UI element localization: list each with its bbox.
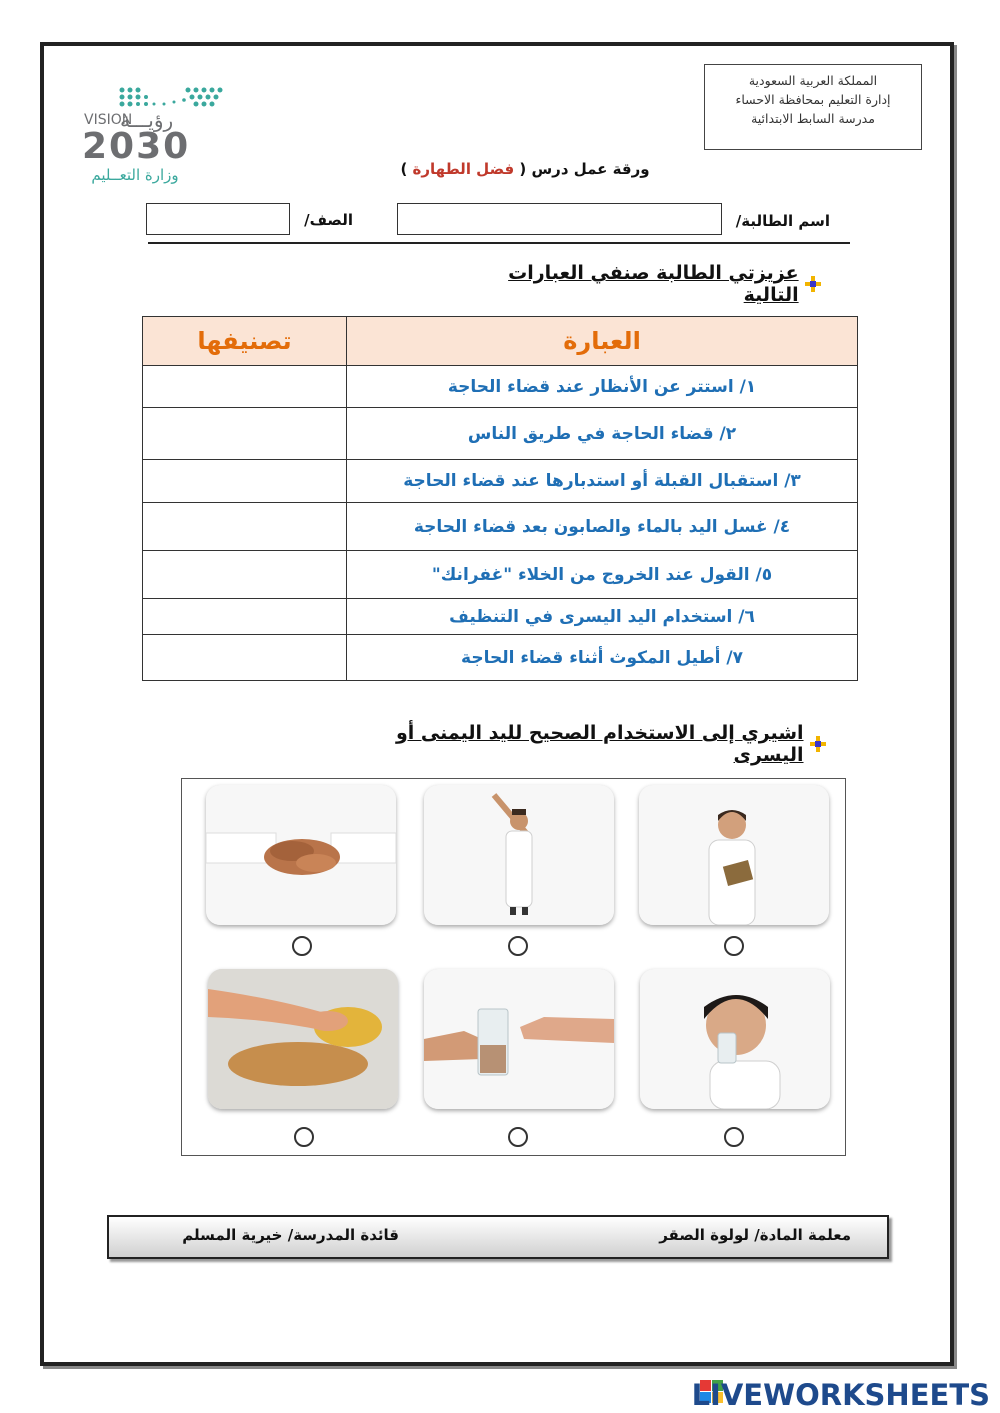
worksheet-title bbox=[380, 160, 670, 178]
statement-1: ١/ استتر عن الأنظار عند قضاء الحاجة bbox=[347, 366, 858, 408]
divider-line bbox=[148, 242, 850, 244]
section2-heading-row bbox=[335, 722, 825, 766]
title-topic: فضل الطهارة bbox=[412, 160, 515, 178]
page-frame bbox=[40, 42, 954, 1366]
radio-boy-drinking-water[interactable] bbox=[724, 1127, 744, 1147]
radio-handshake[interactable] bbox=[292, 936, 312, 956]
statement-4: ٤/ غسل اليد بالماء والصابون بعد قضاء الحاجة bbox=[347, 503, 858, 551]
hands-passing-glass-image bbox=[424, 969, 614, 1109]
answer-cell-4[interactable] bbox=[143, 503, 347, 551]
boy-drinking-water-image bbox=[640, 969, 830, 1109]
header-country: المملكة العربية السعودية bbox=[748, 73, 878, 88]
answer-cell-3[interactable] bbox=[143, 460, 347, 503]
principal-name: قائدة المدرسة/ خيرية المسلم bbox=[182, 1226, 399, 1244]
vision-en-text: VISION bbox=[84, 112, 133, 128]
class-input[interactable] bbox=[146, 203, 290, 235]
statement-5: ٥/ القول عند الخروج من الخلاء "غفرانك" bbox=[347, 551, 858, 599]
header-directorate: إدارة التعليم بمحافظة الاحساء bbox=[735, 92, 891, 107]
vision-year-text: 2030 bbox=[82, 126, 191, 167]
answer-cell-6[interactable] bbox=[143, 599, 347, 635]
ministry-text: وزارة التعــليم bbox=[91, 166, 179, 184]
title-suffix: ) bbox=[400, 160, 408, 178]
radio-boy-raising-hand[interactable] bbox=[508, 936, 528, 956]
col-class-header: تصنيفها bbox=[143, 317, 347, 366]
table-row bbox=[143, 460, 858, 503]
signature-footer bbox=[107, 1215, 889, 1259]
hand-wiping-spill-image bbox=[208, 969, 398, 1109]
class-label: الصف/ bbox=[304, 211, 353, 229]
bullet-icon bbox=[805, 276, 820, 292]
section2-heading: اشيري إلى الاستخدام الصحيح لليد اليمنى أو اليسرى bbox=[395, 722, 804, 766]
radio-boy-holding-quran[interactable] bbox=[724, 936, 744, 956]
teacher-name: معلمة المادة/ لولوة الصقر bbox=[659, 1226, 851, 1244]
vision-ar-text: رؤيـــة bbox=[120, 108, 174, 132]
radio-hands-passing-glass[interactable] bbox=[508, 1127, 528, 1147]
col-statement-header: العبارة bbox=[347, 317, 858, 366]
statement-2: ٢/ قضاء الحاجة في طريق الناس bbox=[347, 408, 858, 460]
section1-heading: عزيزتي الطالبة صنفي العبارات التالية bbox=[508, 262, 799, 306]
boy-holding-quran-image bbox=[639, 785, 829, 925]
statement-7: ٧/ أطيل المكوث أثناء قضاء الحاجة bbox=[347, 635, 858, 681]
table-row bbox=[143, 366, 858, 408]
table-row bbox=[143, 408, 858, 460]
boy-raising-hand-image bbox=[424, 785, 614, 925]
table-row bbox=[143, 551, 858, 599]
table-row bbox=[143, 599, 858, 635]
school-header-box bbox=[704, 64, 922, 150]
answer-cell-1[interactable] bbox=[143, 366, 347, 408]
answer-cell-5[interactable] bbox=[143, 551, 347, 599]
statement-6: ٦/ استخدام اليد اليسرى في التنظيف bbox=[347, 599, 858, 635]
title-prefix: ورقة عمل درس ( bbox=[519, 160, 650, 178]
radio-hand-wiping-spill[interactable] bbox=[294, 1127, 314, 1147]
classification-table bbox=[142, 316, 858, 681]
table-row bbox=[143, 503, 858, 551]
handshake-image bbox=[206, 785, 396, 925]
student-name-label: اسم الطالبة/ bbox=[735, 212, 830, 230]
table-header-row bbox=[143, 317, 858, 366]
table-row bbox=[143, 635, 858, 681]
section1-heading-row bbox=[460, 262, 820, 306]
bullet-icon bbox=[810, 736, 825, 752]
answer-cell-7[interactable] bbox=[143, 635, 347, 681]
image-grid bbox=[181, 778, 846, 1156]
student-name-input[interactable] bbox=[397, 203, 722, 235]
vision-2030-logo bbox=[80, 80, 230, 190]
header-school: مدرسة السابط الابتدائية bbox=[751, 111, 875, 126]
statement-3: ٣/ استقبال القبلة أو استدبارها عند قضاء الحاجة bbox=[347, 460, 858, 503]
answer-cell-2[interactable] bbox=[143, 408, 347, 460]
liveworksheets-brand: LIVEWORKSHEETS bbox=[691, 1378, 990, 1412]
